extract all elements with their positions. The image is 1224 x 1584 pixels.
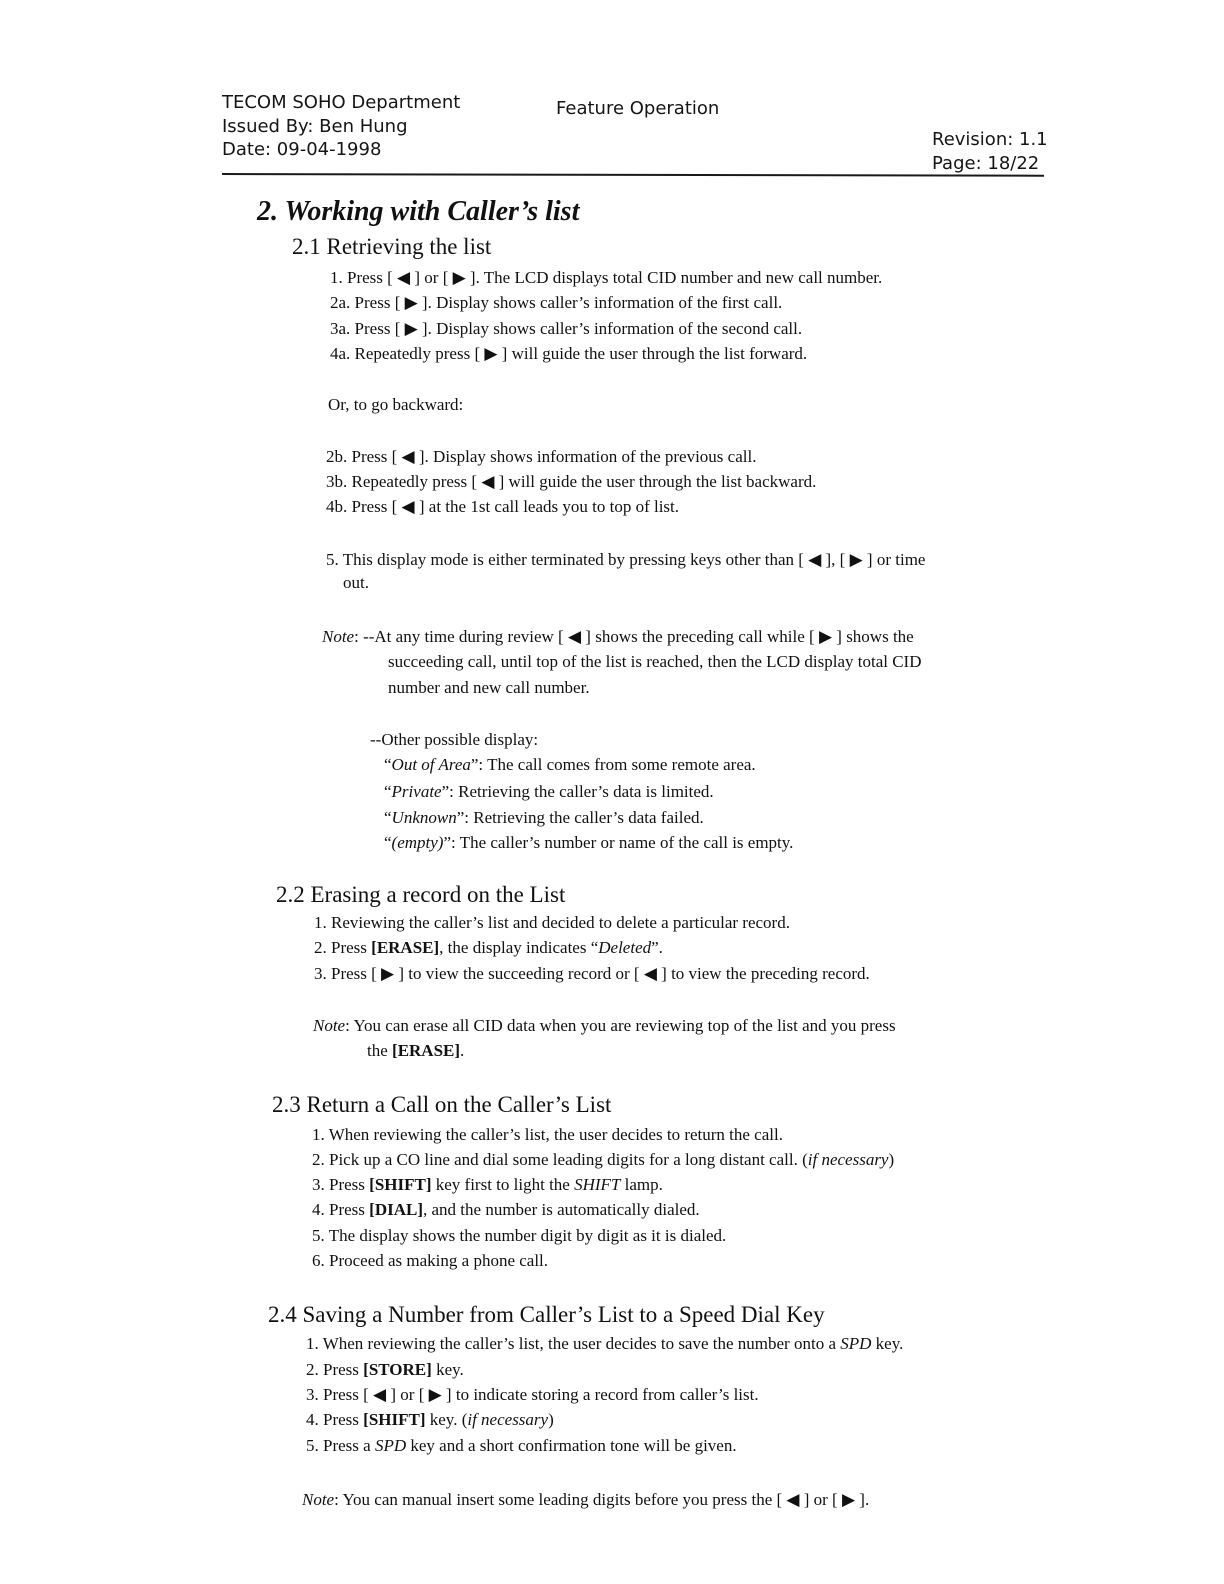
s1-note bbox=[322, 627, 914, 647]
heading-2-2: 2.2 Erasing a record on the List bbox=[276, 882, 566, 907]
s1-line: 5. This display mode is either terminated by pressing keys other than [ ◀ ], [ ▶ ] or time bbox=[326, 550, 926, 569]
s2-line: 1. Reviewing the caller’s list and decided to delete a particular record. bbox=[314, 913, 790, 932]
other-term: Out of Area bbox=[391, 755, 471, 774]
header-revision: Revision: 1.1 bbox=[932, 129, 1048, 150]
header-date: Date: 09-04-1998 bbox=[222, 139, 382, 160]
other-title: --Other possible display: bbox=[370, 730, 539, 749]
s3-line: 1. When reviewing the caller’s list, the user decides to return the call. bbox=[312, 1125, 783, 1144]
s1-line: 4b. Press [ ◀ ] at the 1st call leads you to top of list. bbox=[326, 497, 680, 516]
s4-line: 2. Press [STORE] key. bbox=[306, 1360, 464, 1379]
s3-line: 4. Press [DIAL], and the number is automatically dialed. bbox=[312, 1200, 700, 1219]
s1-line: 4a. Repeatedly press [ ▶ ] will guide the user through the list forward. bbox=[330, 344, 808, 363]
heading-2-4: 2.4 Saving a Number from Caller’s List to a Speed Dial Key bbox=[268, 1302, 825, 1327]
s3-line: 2. Pick up a CO line and dial some leading digits for a long distant call. (if necessary) bbox=[312, 1150, 895, 1169]
header-doc-title: Feature Operation bbox=[556, 98, 720, 119]
s1-line: out. bbox=[343, 573, 369, 592]
s4-line: 4. Press [SHIFT] key. (if necessary) bbox=[306, 1410, 554, 1429]
header-issued-by: Issued By: Ben Hung bbox=[222, 116, 408, 137]
section-title: 2. Working with Caller’s list bbox=[257, 196, 580, 227]
s4-line: 5. Press a SPD key and a short confirmation tone will be given. bbox=[306, 1436, 737, 1455]
s3-line: 6. Proceed as making a phone call. bbox=[312, 1251, 549, 1270]
s4-line: 1. When reviewing the caller’s list, the user decides to save the number onto a SPD key. bbox=[306, 1334, 904, 1353]
s4-note: Note: You can manual insert some leading digits before you press the [ ◀ ] or [ ▶ ]. bbox=[302, 1490, 870, 1509]
header-page: Page: 18/22 bbox=[932, 153, 1040, 174]
s3-line: 3. Press [SHIFT] key first to light the SHIFT lamp. bbox=[312, 1175, 663, 1194]
s1-line: 2a. Press [ ▶ ]. Display shows caller’s information of the first call. bbox=[330, 293, 783, 312]
s1-line: 2b. Press [ ◀ ]. Display shows information of the previous call. bbox=[326, 447, 757, 466]
s2-line: 3. Press [ ▶ ] to view the succeeding record or [ ◀ ] to view the preceding record. bbox=[314, 964, 870, 983]
note-label: Note bbox=[322, 627, 355, 646]
s1-note-line: succeeding call, until top of the list is reached, then the LCD display total CID bbox=[388, 652, 922, 671]
other-item: “(empty)”: The caller’s number or name of the call is empty. bbox=[384, 833, 794, 852]
s3-line: 5. The display shows the number digit by digit as it is dialed. bbox=[312, 1226, 727, 1245]
other-term: (empty) bbox=[391, 833, 444, 852]
s1-line: 3b. Repeatedly press [ ◀ ] will guide the user through the list backward. bbox=[326, 472, 817, 491]
other-item: “Private”: Retrieving the caller’s data is limited. bbox=[384, 782, 714, 801]
s2-note-line: the [ERASE]. bbox=[367, 1041, 465, 1060]
other-item: “Unknown”: Retrieving the caller’s data failed. bbox=[384, 808, 704, 827]
note-label: Note bbox=[302, 1490, 335, 1509]
other-item: “Out of Area”: The call comes from some remote area. bbox=[384, 755, 756, 774]
other-term: Private bbox=[391, 782, 442, 801]
s4-line: 3. Press [ ◀ ] or [ ▶ ] to indicate storing a record from caller’s list. bbox=[306, 1385, 759, 1404]
erase-key: [ERASE] bbox=[371, 938, 440, 957]
note-label: Note bbox=[313, 1016, 346, 1035]
s1-note-line: number and new call number. bbox=[388, 678, 590, 697]
s2-note: Note: You can erase all CID data when you are reviewing top of the list and you press bbox=[313, 1016, 896, 1035]
s1-line: Or, to go backward: bbox=[328, 395, 464, 414]
s2-line: 2. Press [ERASE], the display indicates “Deleted”. bbox=[314, 938, 663, 957]
s1-line: 3a. Press [ ▶ ]. Display shows caller’s information of the second call. bbox=[330, 319, 803, 338]
heading-2-3: 2.3 Return a Call on the Caller’s List bbox=[272, 1092, 612, 1117]
header-rule bbox=[222, 173, 1044, 177]
other-term: Unknown bbox=[391, 808, 457, 827]
heading-2-1: 2.1 Retrieving the list bbox=[292, 234, 492, 259]
note-text: : --At any time during review [ ◀ ] shows the preceding call while [ ▶ ] shows the bbox=[354, 627, 914, 646]
header-department: TECOM SOHO Department bbox=[222, 92, 461, 113]
s1-line: 1. Press [ ◀ ] or [ ▶ ]. The LCD displays total CID number and new call number. bbox=[330, 268, 883, 287]
